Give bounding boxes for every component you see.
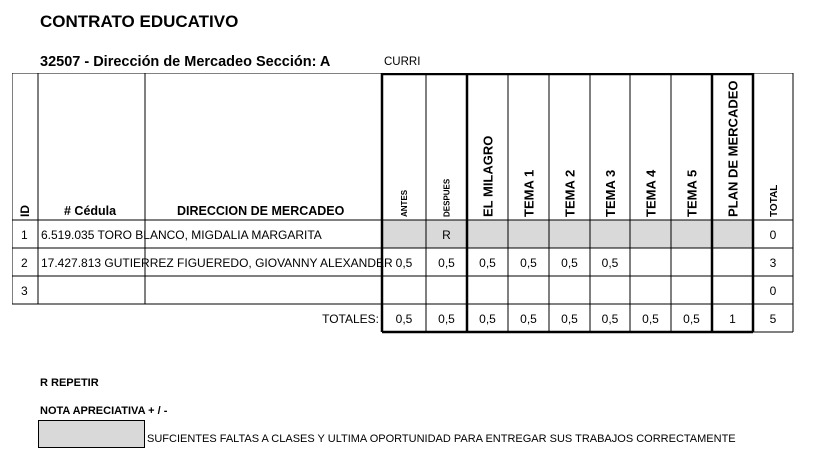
- totals-total: 5: [769, 312, 777, 326]
- totals-grade: 1: [729, 312, 736, 326]
- header-grade-2: DESPUES: [442, 178, 452, 217]
- header-grade-3: EL MILAGRO: [480, 135, 496, 217]
- legend-swatch-text: SUFCIENTES FALTAS A CLASES Y ULTIMA OPORTUNIDAD PARA ENTREGAR SUS TRABAJOS CORRECTAMENTE: [147, 433, 736, 445]
- header-grade-1: ANTES: [400, 189, 409, 217]
- totals-grade: 0,5: [479, 312, 496, 326]
- totals-grade: 0,5: [438, 312, 455, 326]
- header-grade-9: PLAN DE MERCADEO: [725, 80, 741, 217]
- document-title: CONTRATO EDUCATIVO: [40, 12, 239, 31]
- row-student: 17.427.813 GUTIERREZ FIGUEREDO, GIOVANNY ALEXANDER: [41, 256, 393, 270]
- row-grade: 0,5: [520, 256, 537, 270]
- curri-label: CURRI: [384, 56, 421, 68]
- legend-repeat: R REPETIR: [40, 377, 99, 389]
- totals-grade: 0,5: [520, 312, 537, 326]
- row-total: 0: [769, 284, 777, 298]
- course-subtitle: 32507 - Dirección de Mercadeo Sección: A: [40, 54, 331, 70]
- row-grade: 0,5: [395, 256, 413, 270]
- row-total: 3: [769, 256, 777, 270]
- row-student: 6.519.035 TORO BLANCO, MIGDALIA MARGARITA: [41, 228, 322, 242]
- row-grade: 0,5: [438, 256, 455, 270]
- header-grade-8: TEMA 5: [684, 169, 700, 217]
- row-grade: 0,5: [561, 256, 578, 270]
- row-highlight: [382, 220, 753, 248]
- grades-table-grid: [12, 73, 813, 343]
- row-grade: 0,5: [601, 256, 619, 270]
- row-grade: 0,5: [479, 256, 496, 270]
- header-grade-7: TEMA 4: [643, 169, 659, 217]
- header-grade-4: TEMA 1: [521, 169, 537, 217]
- legend-swatch: [38, 420, 145, 448]
- totals-grade: 0,5: [683, 312, 700, 326]
- header-total: TOTAL: [769, 184, 780, 217]
- totals-label: TOTALES:: [322, 312, 379, 326]
- row-id: 3: [21, 284, 28, 298]
- totals-grade: 0,5: [395, 312, 413, 326]
- row-grade: R: [442, 228, 451, 242]
- totals-grade: 0,5: [642, 312, 659, 326]
- row-id: 2: [21, 256, 28, 270]
- header-id: ID: [18, 205, 32, 217]
- header-direccion: DIRECCION DE MERCADEO: [177, 204, 345, 218]
- header-grade-5: TEMA 2: [562, 169, 578, 217]
- header-grade-6: TEMA 3: [603, 169, 618, 217]
- header-cedula: # Cédula: [64, 204, 117, 218]
- row-id: 1: [21, 228, 28, 242]
- legend-note: NOTA APRECIATIVA + / -: [40, 405, 168, 417]
- row-total: 0: [769, 228, 777, 242]
- totals-grade: 0,5: [561, 312, 578, 326]
- totals-grade: 0,5: [601, 312, 619, 326]
